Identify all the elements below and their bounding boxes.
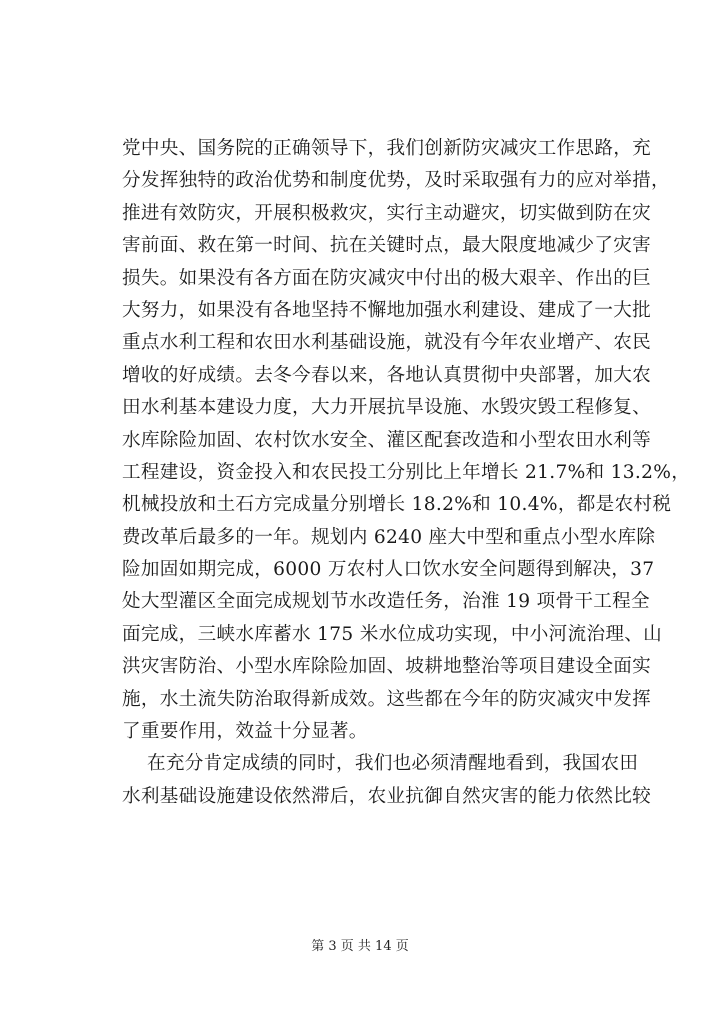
text-line: 施，水土流失防治取得新成效。这些都在今年的防灾减灾中发挥 [122, 688, 652, 710]
text-line: 险加固如期完成，6000 万农村人口饮水安全问题得到解决，37 [122, 559, 655, 581]
body-text [122, 133, 691, 813]
text-line: 推进有效防灾，开展积极救灾，实行主动避灾，切实做到防在灾 [122, 202, 652, 224]
text-line-indented: 在充分肯定成绩的同时，我们也必须清醒地看到，我国农田 [147, 753, 639, 775]
text-line: 分发挥独特的政治优势和制度优势，及时采取强有力的应对举措， [122, 170, 670, 192]
text-line: 水利基础设施建设依然滞后，农业抗御自然灾害的能力依然比较 [122, 785, 652, 807]
text-line: 工程建设，资金投入和农民投工分别比上年增长 21.7%和 13.2%， [122, 461, 691, 483]
text-line: 重点水利工程和农田水利基础设施，就没有今年农业增产、农民 [122, 332, 652, 354]
text-line: 费改革后最多的一年。规划内 6240 座大中型和重点小型水库除 [122, 526, 656, 548]
text-line: 害前面、救在第一时间、抗在关键时点，最大限度地减少了灾害 [122, 235, 652, 257]
text-line: 大努力，如果没有各地坚持不懈地加强水利建设、建成了一大批 [122, 299, 652, 321]
text-line: 增收的好成绩。去冬今春以来，各地认真贯彻中央部署，加大农 [122, 364, 652, 386]
page-number-footer: 第 3 页 共 14 页 [311, 939, 409, 954]
text-line: 机械投放和土石方完成量分别增长 18.2%和 10.4%，都是农村税 [122, 494, 672, 516]
text-line: 了重要作用，效益十分显著。 [122, 721, 368, 743]
text-line: 洪灾害防治、小型水库除险加固、坡耕地整治等项目建设全面实 [122, 656, 652, 678]
text-line: 党中央、国务院的正确领导下，我们创新防灾减灾工作思路，充 [122, 138, 652, 159]
text-line: 水库除险加固、农村饮水安全、灌区配套改造和小型农田水利等 [122, 429, 652, 451]
text-line: 田水利基本建设力度，大力开展抗旱设施、水毁灾毁工程修复、 [122, 397, 652, 419]
text-line: 处大型灌区全面完成规划节水改造任务，治淮 19 项骨干工程全 [122, 591, 650, 613]
text-line: 面完成，三峡水库蓄水 175 米水位成功实现，中小河流治理、山 [122, 623, 663, 645]
text-line: 损失。如果没有各方面在防灾减灾中付出的极大艰辛、作出的巨 [122, 267, 652, 289]
